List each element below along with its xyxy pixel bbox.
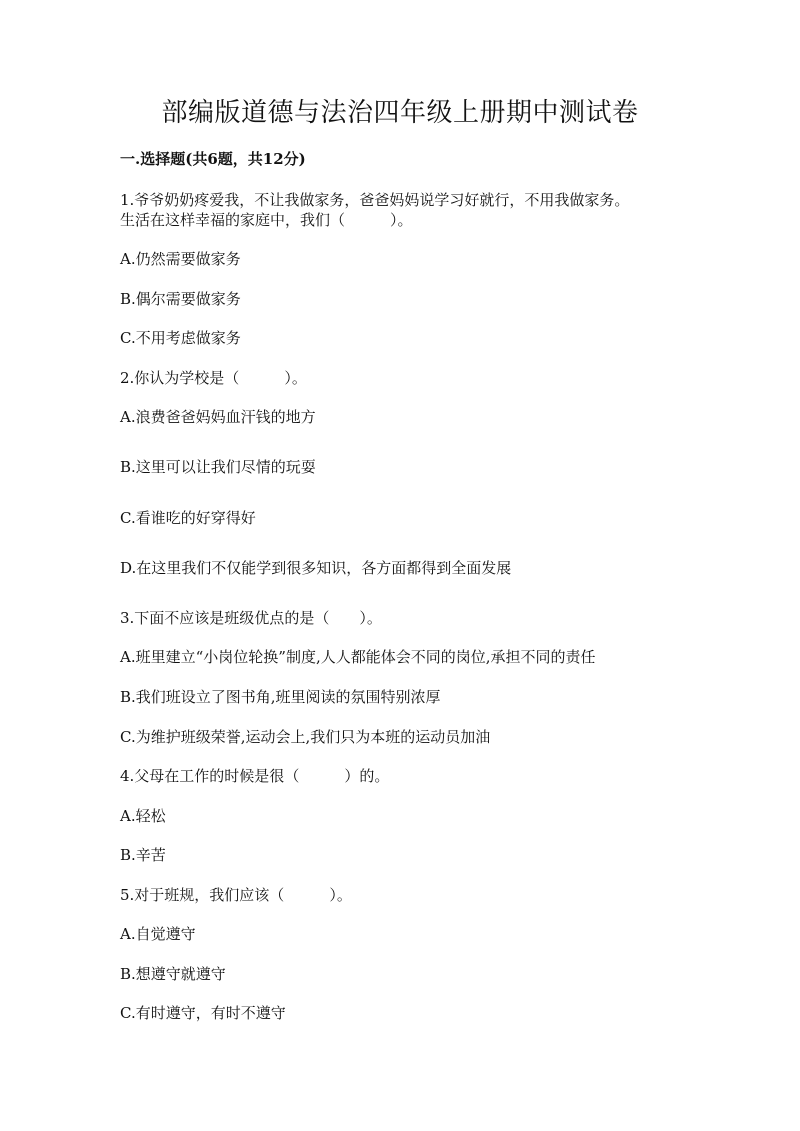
question-2-option-b: B.这里可以让我们尽情的玩耍 — [120, 458, 316, 476]
question-4-stem: 4.父母在工作的时候是很（ ）的。 — [120, 767, 390, 785]
question-5-option-b: B.想遵守就遵守 — [120, 965, 226, 983]
question-1-option-a: A.仍然需要做家务 — [120, 250, 241, 268]
question-2-stem: 2.你认为学校是（ ）。 — [120, 369, 307, 387]
question-3-option-c: C.为维护班级荣誉,运动会上,我们只为本班的运动员加油 — [120, 728, 491, 746]
question-1-stem-line-2: 生活在这样幸福的家庭中，我们（ ）。 — [120, 211, 413, 229]
question-3-stem: 3.下面不应该是班级优点的是（ ）。 — [120, 609, 382, 627]
question-1-option-c: C.不用考虑做家务 — [120, 329, 241, 347]
question-1-stem-line-1: 1.爷爷奶奶疼爱我，不让我做家务，爸爸妈妈说学习好就行，不用我做家务。 — [120, 191, 630, 209]
question-3-option-a: A.班里建立“小岗位轮换”制度,人人都能体会不同的岗位,承担不同的责任 — [120, 648, 596, 666]
section-heading: 一.选择题(共6题，共12分) — [120, 150, 306, 168]
question-3-option-b: B.我们班设立了图书角,班里阅读的氛围特别浓厚 — [120, 688, 441, 706]
question-4-option-b: B.辛苦 — [120, 846, 166, 864]
question-5-option-c: C.有时遵守，有时不遵守 — [120, 1004, 286, 1022]
exam-title: 部编版道德与法治四年级上册期中测试卷 — [161, 98, 639, 128]
question-2-option-c: C.看谁吃的好穿得好 — [120, 509, 256, 527]
question-2-option-d: D.在这里我们不仅能学到很多知识，各方面都得到全面发展 — [120, 559, 512, 577]
question-2-option-a: A.浪费爸爸妈妈血汗钱的地方 — [120, 408, 316, 426]
question-4-option-a: A.轻松 — [120, 807, 166, 825]
question-5-stem: 5.对于班规，我们应该（ ）。 — [120, 886, 352, 904]
question-1-option-b: B.偶尔需要做家务 — [120, 290, 241, 308]
question-5-option-a: A.自觉遵守 — [120, 925, 196, 943]
